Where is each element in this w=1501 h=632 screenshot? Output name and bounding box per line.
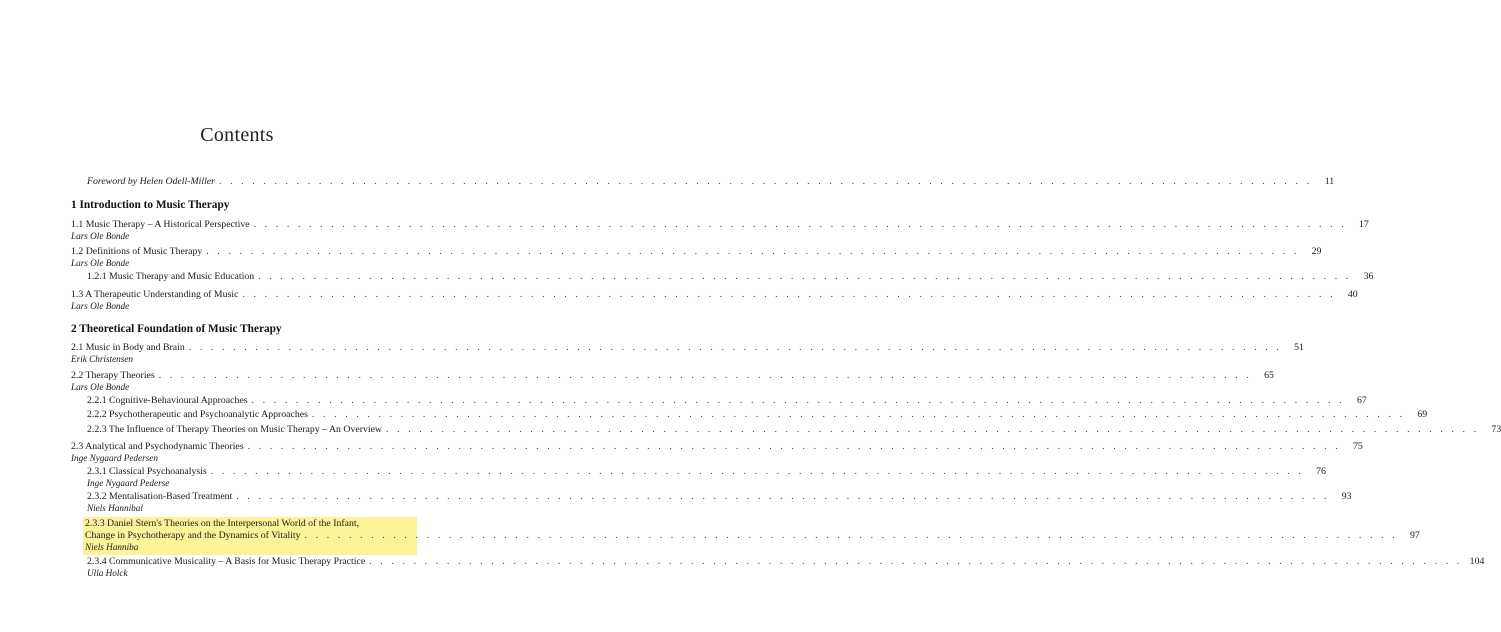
section-heading-2: 2 Theoretical Foundation of Music Therapy xyxy=(71,323,282,335)
dot-leader: . . . . . . . . . . . . . . . . . . . . . . . . . . . . . . . . . . . . . . . . . . . . . . . . . . . . . . . . . . . . . . . . . . . . . . . . . . . . . . . . . . . . . . . . . . . . . . . . . . . xyxy=(369,556,1463,567)
toc-entry-label: 2.3.2 Mentalisation-Based Treatment xyxy=(87,491,233,502)
page-title: Contents xyxy=(200,124,274,146)
toc-entry-1-2-1[interactable] xyxy=(71,271,1374,283)
toc-entry-2-2-3[interactable] xyxy=(71,424,1501,436)
toc-entry-label: 2.2.3 The Influence of Therapy Theories on Music Therapy – An Overview xyxy=(87,424,383,435)
toc-entry-label: 2.2 Therapy Theories xyxy=(71,370,155,381)
author: Niels Hannibal xyxy=(87,503,143,513)
page-number: 51 xyxy=(1294,342,1304,353)
dot-leader: . . . . . . . . . . . . . . . . . . . . . . . . . . . . . . . . . . . . . . . . . . . . . . . . . . . . . . . . . . . . . . . . . . . . . . . . . . . . . . . . . . . . . . . . . . . . . . . . . . . xyxy=(386,424,1480,435)
author: Erik Christensen xyxy=(71,354,134,364)
toc-entry-1-3[interactable] xyxy=(71,289,1358,312)
author: Lars Ole Bonde xyxy=(71,258,130,268)
page-number: 65 xyxy=(1264,370,1274,381)
toc-entry-label-line1: 2.3.3 Daniel Stern's Theories on the Interpersonal World of the Infant, xyxy=(85,518,360,529)
page-number: 97 xyxy=(1409,530,1420,541)
dot-leader: . . . . . . . . . . . . . . . . . . . . . . . . . . . . . . . . . . . . . . . . . . . . . . . . . . . . . . . . . . . . . . . . . . . . . . . . . . . . . . . . . . . . . . . . . . . . . . . . . . . xyxy=(218,176,1313,187)
toc-entry-label: 2.2.1 Cognitive-Behavioural Approaches xyxy=(87,395,248,406)
author: Ulla Holck xyxy=(87,568,128,578)
dot-leader: . . . . . . . . . . . . . . . . . . . . . . . . . . . . . . . . . . . . . . . . . . . . . . . . . . . . . . . . . . . . . . . . . . . . . . . . . . . . . . . . . . . . . . . . . . . . . . . . . . . xyxy=(247,441,1341,452)
toc-entry-label: 2.3 Analytical and Psychodynamic Theories xyxy=(71,441,244,452)
page-number: 36 xyxy=(1363,271,1374,282)
dot-leader: . . . . . . . . . . . . . . . . . . . . . . . . . . . . . . . . . . . . . . . . . . . . . . . . . . . . . . . . . . . . . . . . . . . . . . . . . . . . . . . . . . . . . . . . . . . . . . . . . . . xyxy=(158,370,1252,381)
highlight-marker xyxy=(83,517,1420,555)
toc-entry-label: 1.2 Definitions of Music Therapy xyxy=(71,246,203,257)
page-number: 17 xyxy=(1358,219,1369,230)
toc-entry-1-1[interactable] xyxy=(71,219,1369,242)
toc-entry-label: 2.2.2 Psychotherapeutic and Psychoanalytic Approaches xyxy=(87,409,308,420)
toc-entry-2-3-3-highlighted[interactable] xyxy=(85,517,1420,555)
page-number: 104 xyxy=(1469,556,1485,567)
toc-entry-2-3[interactable] xyxy=(71,441,1363,464)
dot-leader: . . . . . . . . . . . . . . . . . . . . . . . . . . . . . . . . . . . . . . . . . . . . . . . . . . . . . . . . . . . . . . . . . . . . . . . . . . . . . . . . . . . . . . . . . . . . . . . . . . . xyxy=(253,219,1347,230)
author: Lars Ole Bonde xyxy=(71,231,130,241)
toc-entry-2-3-4[interactable] xyxy=(71,556,1485,579)
section-heading-1: 1 Introduction to Music Therapy xyxy=(71,199,230,211)
toc-entry-2-3-1[interactable] xyxy=(71,466,1326,489)
toc-entry-2-3-2[interactable] xyxy=(71,491,1352,514)
page-number: 40 xyxy=(1347,289,1358,300)
toc-entry-label: 1.2.1 Music Therapy and Music Education xyxy=(87,271,255,282)
toc-entry-label: 1.3 A Therapeutic Understanding of Music xyxy=(71,289,239,300)
toc-entry-2-2-2[interactable] xyxy=(71,409,1428,421)
toc-entry-label-line2: Change in Psychotherapy and the Dynamics of Vitality xyxy=(85,530,301,541)
page-number: 11 xyxy=(1324,176,1335,187)
toc-entry-label: 2.3.4 Communicative Musicality – A Basis for Music Therapy Practice xyxy=(87,556,366,567)
page-number: 67 xyxy=(1356,395,1367,406)
dot-leader: . . . . . . . . . . . . . . . . . . . . . . . . . . . . . . . . . . . . . . . . . . . . . . . . . . . . . . . . . . . . . . . . . . . . . . . . . . . . . . . . . . . . . . . . . . . . . . . . . . . xyxy=(251,395,1345,406)
toc-entry-2-2[interactable] xyxy=(71,370,1274,393)
dot-leader: . . . . . . . . . . . . . . . . . . . . . . . . . . . . . . . . . . . . . . . . . . . . . . . . . . . . . . . . . . . . . . . . . . . . . . . . . . . . . . . . . . . . . . . . . . . . . . . . . . . xyxy=(311,409,1406,420)
toc-entry-2-1[interactable] xyxy=(71,342,1304,365)
page-number: 69 xyxy=(1417,409,1428,420)
author: Inge Nygaard Pederse xyxy=(87,478,170,488)
toc-entry-label: Foreword by Helen Odell-Miller xyxy=(87,176,215,187)
page-number: 76 xyxy=(1316,466,1326,477)
page-number: 73 xyxy=(1491,424,1501,435)
author: Lars Ole Bonde xyxy=(71,301,130,311)
author: Lars Ole Bonde xyxy=(71,382,130,392)
author: Niels Hanniba xyxy=(85,542,139,552)
page-number: 93 xyxy=(1341,491,1352,502)
toc-entry-foreword[interactable] xyxy=(71,176,1335,188)
dot-leader: . . . . . . . . . . . . . . . . . . . . . . . . . . . . . . . . . . . . . . . . . . . . . . . . . . . . . . . . . . . . . . . . . . . . . . . . . . . . . . . . . . . . . . . . . . . . . . . . . . . xyxy=(242,289,1336,300)
page-number: 75 xyxy=(1353,441,1363,452)
dot-leader: . . . . . . . . . . . . . . . . . . . . . . . . . . . . . . . . . . . . . . . . . . . . . . . . . . . . . . . . . . . . . . . . . . . . . . . . . . . . . . . . . . . . . . . . . . . . . . . . . . . xyxy=(206,246,1300,257)
dot-leader: . . . . . . . . . . . . . . . . . . . . . . . . . . . . . . . . . . . . . . . . . . . . . . . . . . . . . . . . . . . . . . . . . . . . . . . . . . . . . . . . . . . . . . . . . . . . . . . . . . . xyxy=(258,271,1352,282)
toc-entry-1-2[interactable] xyxy=(71,246,1322,269)
page-number: 29 xyxy=(1311,246,1322,257)
dot-leader: . . . . . . . . . . . . . . . . . . . . . . . . . . . . . . . . . . . . . . . . . . . . . . . . . . . . . . . . . . . . . . . . . . . . . . . . . . . . . . . . . . . . . . . . . . . . . . . . . . . xyxy=(236,491,1330,502)
author: Inge Nygaard Pedersen xyxy=(71,453,158,463)
dot-leader: . . . . . . . . . . . . . . . . . . . . . . . . . . . . . . . . . . . . . . . . . . . . . . . . . . . . . . . . . . . . . . . . . . . . . . . . . . . . . . . . . . . . . . . . . . . . . . . . . . . xyxy=(188,342,1282,353)
toc-entry-2-2-1[interactable] xyxy=(71,395,1367,407)
toc-entry-label: 2.1 Music in Body and Brain xyxy=(71,342,185,353)
toc-entry-label: 1.1 Music Therapy – A Historical Perspective xyxy=(71,219,250,230)
dot-leader: . . . . . . . . . . . . . . . . . . . . . . . . . . . . . . . . . . . . . . . . . . . . . . . . . . . . . . . . . . . . . . . . . . . . . . . . . . . . . . . . . . . . . . . . . . . . . . . . . . . xyxy=(210,466,1304,477)
toc-entry-label: 2.3.1 Classical Psychoanalysis xyxy=(87,466,207,477)
dot-leader: . . . . . . . . . . . . . . . . . . . . . . . . . . . . . . . . . . . . . . . . . . . . . . . . . . . . . . . . . . . . . . . . . . . . . . . . . . . . . . . . . . . . . . . . . . . . . . . . . . . xyxy=(304,530,1398,541)
